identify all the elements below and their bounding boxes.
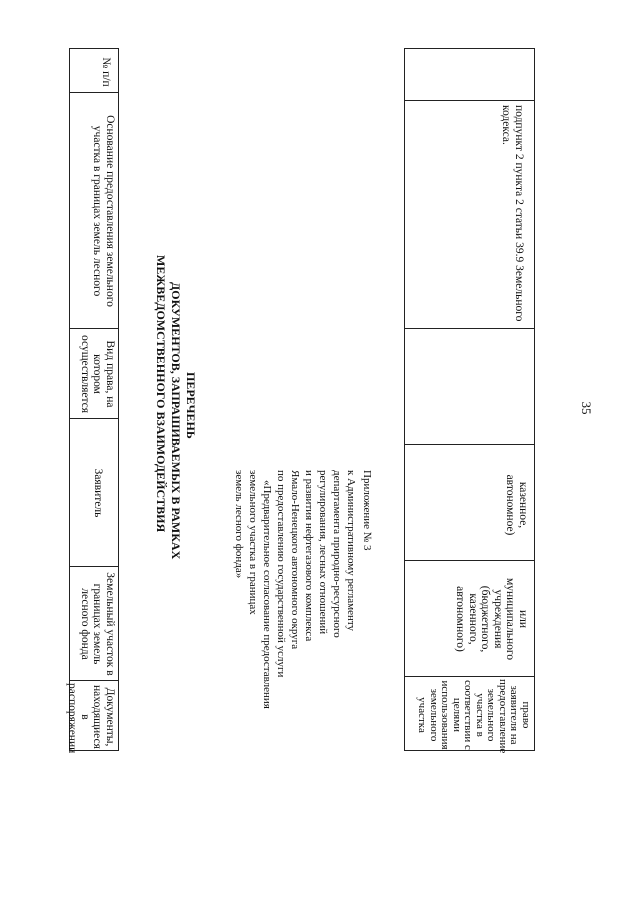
table-cell bbox=[405, 49, 534, 101]
appendix-line: Приложение № 3 bbox=[361, 470, 373, 551]
appendix-line: и развития нефтегазового комплекса bbox=[303, 470, 315, 642]
appendix-line: департамента природно-ресурсного bbox=[331, 470, 343, 638]
header-cell bbox=[70, 567, 118, 681]
appendix-line: к Административному регламенту bbox=[345, 470, 357, 632]
table-cell bbox=[405, 329, 534, 445]
header-cell bbox=[70, 49, 118, 93]
appendix-line: земельного участка в границах bbox=[247, 470, 259, 615]
header-cell bbox=[70, 419, 118, 567]
heading-title: ПЕРЕЧЕНЬ bbox=[184, 372, 198, 439]
page-number: 35 bbox=[579, 401, 594, 415]
table-cell bbox=[405, 101, 534, 329]
header-text: Вид права, на котором осуществляется bbox=[79, 334, 116, 414]
header-text: Заявитель bbox=[92, 468, 104, 518]
header-cell bbox=[66, 681, 118, 754]
header-text: Основание предоставления земельного участка в границах земель лесного bbox=[91, 115, 116, 307]
cell-text: подпункт 2 пункта 2 статьи 39.9 Земельного кодекса. bbox=[500, 105, 525, 322]
header-cell bbox=[70, 329, 118, 419]
table-cell bbox=[405, 445, 534, 561]
header-cell bbox=[70, 93, 118, 329]
cell-text: казенное, автономное) bbox=[504, 474, 529, 536]
table-cell bbox=[405, 677, 534, 752]
heading-subtitle: МЕЖВЕДОМСТВЕННОГО ВЗАИМОДЕЙСТВИЯ bbox=[154, 255, 168, 533]
header-text: Земельный участок в границах земель лесного фонда bbox=[79, 572, 116, 676]
cell-text: право заявителя на предоставление земельного участка в соответствии с целями использования земельного участка bbox=[416, 679, 532, 754]
header-text: Документы, находящиеся в распоряжении bbox=[66, 683, 116, 754]
cell-text: или муниципального учреждения (бюджетного, казенного, автономного) bbox=[454, 577, 529, 661]
heading-subtitle: ДОКУМЕНТОВ, ЗАПРАШИВАЕМЫХ В РАМКАХ bbox=[169, 282, 183, 560]
table-cell bbox=[405, 561, 534, 677]
appendix-line: регулирования, лесных отношений bbox=[317, 470, 329, 635]
appendix-line: по предоставлению государственной услуги bbox=[275, 470, 287, 678]
documents-table-header bbox=[66, 48, 119, 754]
appendix-line: «Предварительное согласование предоставления bbox=[261, 480, 273, 709]
header-text: № п/п bbox=[100, 57, 112, 87]
continuation-table bbox=[404, 48, 535, 754]
appendix-line: Ямало-Ненецкого автономного округа bbox=[289, 470, 301, 650]
appendix-line: земель лесного фонда» bbox=[233, 470, 245, 579]
